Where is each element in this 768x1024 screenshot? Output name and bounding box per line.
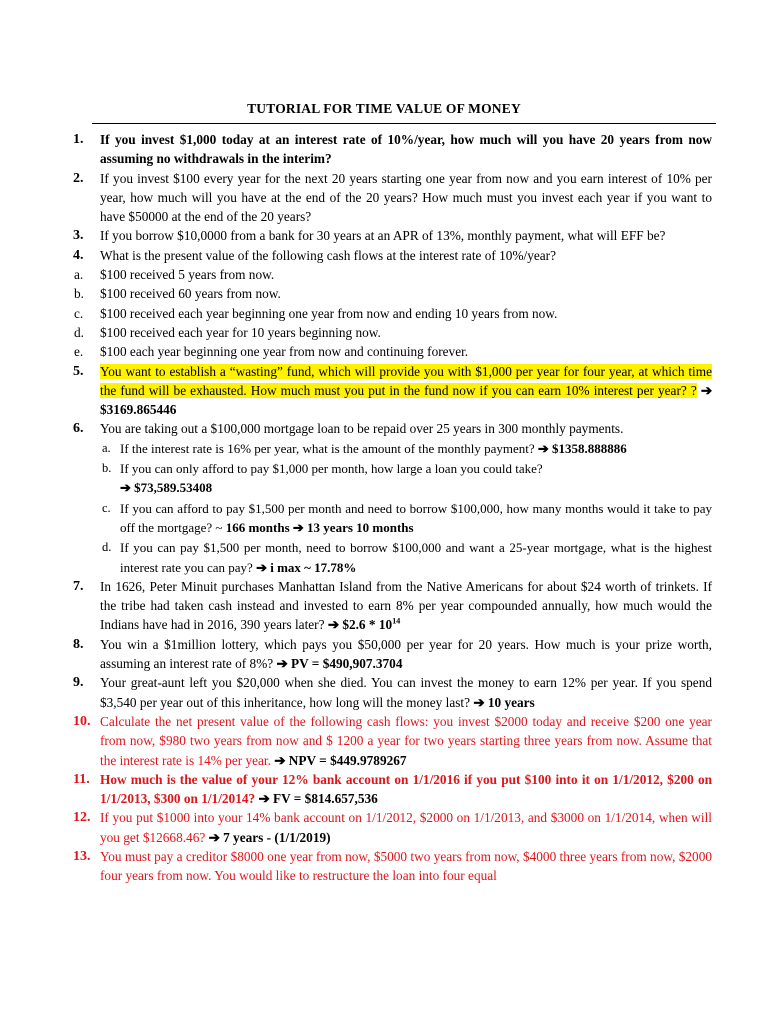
question-6b — [0, 459, 712, 498]
question-text: You win a $1million lottery, which pays you $50,000 per year for 20 years. How much is your prize worth, assuming an interest rate of 8%? — [100, 636, 712, 672]
question-number: 2. — [73, 170, 84, 186]
question-text: You are taking out a $100,000 mortgage loan to be repaid over 25 years in 300 monthly payments. — [100, 421, 624, 437]
question-5 — [0, 362, 712, 420]
question-13 — [0, 847, 712, 886]
question-letter: c. — [74, 305, 84, 321]
question-4d — [0, 323, 712, 342]
question-text: If you invest $100 every year for the next 20 years starting one year from now and you earn interest of 10% per year, how much will you have at the end of the 20 years? How much must you invest each year if you want to have $50000 at the end of the 20 years? — [100, 170, 712, 225]
question-6d — [0, 538, 712, 577]
arrow-icon: ➔ — [208, 829, 220, 845]
question-number: 10. — [73, 713, 91, 729]
question-3 — [0, 226, 712, 245]
question-number: 12. — [73, 810, 91, 826]
question-text: How much is the value of your 12% bank account on 1/1/2016 if you put $100 into it on 1/1/2012, $200 on 1/1/2013, $300 on 1/1/2014? — [100, 771, 712, 807]
arrow-icon: ➔ — [256, 559, 267, 575]
question-text: Calculate the net present value of the following cash flows: you invest $2000 today and receive $200 one year from now, $980 two years from now and $ 1200 a year for two years starting three years from now. Assume that the interest rate is 14% per year. — [100, 713, 712, 768]
answer: $1358.888886 — [552, 440, 627, 456]
question-11 — [0, 770, 712, 809]
answer: 10 years — [487, 694, 535, 710]
answer-exponent: 14 — [392, 617, 401, 626]
question-text: In 1626, Peter Minuit purchases Manhattan Island from the Native Americans for about $24 worth of trinkets. If the tribe had taken cash instead and invested to earn 8% per year compounded annually, how much would the Indians have had in 2016, 390 years later? — [100, 578, 712, 633]
question-text: If you borrow $10,0000 from a bank for 30 years at an APR of 13%, monthly payment, what will EFF be? — [100, 228, 666, 244]
question-letter: d. — [102, 540, 112, 555]
question-number: 5. — [73, 363, 84, 379]
answer: $3169.865446 — [100, 402, 177, 418]
question-9 — [0, 673, 712, 712]
answer: i max ~ 17.78% — [270, 559, 357, 575]
question-4e — [0, 342, 712, 361]
arrow-icon: ➔ — [258, 791, 270, 807]
arrow-icon: ➔ — [473, 694, 485, 710]
question-number: 13. — [73, 848, 91, 864]
arrow-icon: ➔ — [327, 617, 339, 633]
arrow-icon: ➔ — [537, 440, 549, 456]
arrow-icon: ➔ — [120, 480, 131, 496]
question-number: 7. — [73, 578, 84, 594]
question-text: Your great-aunt left you $20,000 when she died. You can invest the money to earn 12% per year. If you spend $3,540 per year out of this inheritance, how long will the money last? — [100, 675, 712, 710]
question-6 — [0, 419, 712, 438]
question-4 — [0, 246, 712, 265]
question-letter: b. — [74, 286, 84, 302]
arrow-icon: ➔ — [700, 382, 713, 398]
question-letter: b. — [102, 461, 112, 476]
question-text: If you invest $1,000 today at an interest rate of 10%/year, how much will you have 20 years from now assuming no withdrawals in the interim? — [100, 132, 712, 167]
question-letter: e. — [74, 344, 84, 360]
title-underline — [92, 123, 716, 124]
question-4a — [0, 265, 712, 284]
question-text: You want to establish a “wasting” fund, which will provide you with $1,000 per year for four year, at which time the fund will be exhausted. How much must you put in the fund now if you can earn 10% interest per year? ? — [100, 363, 712, 398]
question-4c — [0, 304, 712, 323]
question-text: What is the present value of the following cash flows at the interest rate of 10%/year? — [100, 247, 556, 263]
question-12 — [0, 808, 712, 847]
question-text: $100 each year beginning one year from now and continuing forever. — [100, 344, 469, 360]
question-letter: a. — [74, 267, 84, 283]
question-7 — [0, 577, 712, 635]
question-text: $100 received each year beginning one year from now and ending 10 years from now. — [100, 305, 558, 321]
question-6c — [0, 499, 712, 538]
arrow-icon: ➔ — [292, 519, 304, 535]
arrow-icon: ➔ — [276, 656, 288, 672]
question-2 — [0, 169, 712, 227]
question-number: 4. — [73, 247, 84, 263]
answer-years: 13 years 10 months — [307, 519, 414, 535]
question-text: If you can only afford to pay $1,000 per month, how large a loan you could take? — [120, 461, 543, 477]
question-letter: a. — [102, 440, 111, 455]
question-text: If the interest rate is 16% per year, what is the amount of the monthly payment? — [120, 440, 535, 456]
question-letter: d. — [74, 324, 84, 340]
question-4b — [0, 284, 712, 303]
page-title: TUTORIAL FOR TIME VALUE OF MONEY — [247, 101, 521, 116]
question-text: $100 received 5 years from now. — [100, 267, 275, 283]
answer: $73,589.53408 — [134, 480, 213, 496]
question-text: $100 received 60 years from now. — [100, 286, 281, 302]
question-number: 6. — [73, 421, 84, 437]
highlighted-question-text — [100, 364, 712, 398]
answer-months: 166 months — [225, 519, 290, 535]
question-8 — [0, 635, 712, 674]
question-text: $100 received each year for 10 years beginning now. — [100, 324, 381, 340]
question-number: 11. — [73, 771, 90, 787]
answer: 7 years - (1/1/2019) — [223, 829, 331, 845]
question-list — [0, 130, 768, 886]
question-1 — [0, 130, 712, 169]
question-number: 1. — [73, 132, 84, 147]
answer: FV = $814.657,536 — [272, 791, 378, 807]
question-letter: c. — [102, 500, 111, 515]
question-number: 3. — [73, 228, 84, 244]
question-number: 9. — [73, 675, 84, 691]
question-text: If you can pay $1,500 per month, need to borrow $100,000 and want a 25-year mortgage, what is the highest interest rate you can pay? — [120, 540, 712, 575]
question-text: If you can afford to pay $1,500 per month and need to borrow $100,000, how many months would it take to pay off the mortgage? ~ — [120, 500, 712, 535]
question-6a — [0, 439, 712, 458]
answer: PV = $490,907.3704 — [290, 656, 403, 672]
question-text: You must pay a creditor $8000 one year from now, $5000 two years from now, $4000 three years from now, $2000 four years from now. You would like to restructure the loan into four equal — [100, 848, 712, 884]
question-text: If you put $1000 into your 14% bank account on 1/1/2012, $2000 on 1/1/2013, and $3000 on 1/1/2014, when will you get $12668.46? — [100, 810, 712, 845]
question-10 — [0, 712, 712, 770]
answer: $2.6 * 10 — [342, 617, 393, 633]
answer: NPV = $449.9789267 — [288, 752, 407, 768]
question-number: 8. — [73, 636, 84, 652]
arrow-icon: ➔ — [274, 752, 286, 768]
